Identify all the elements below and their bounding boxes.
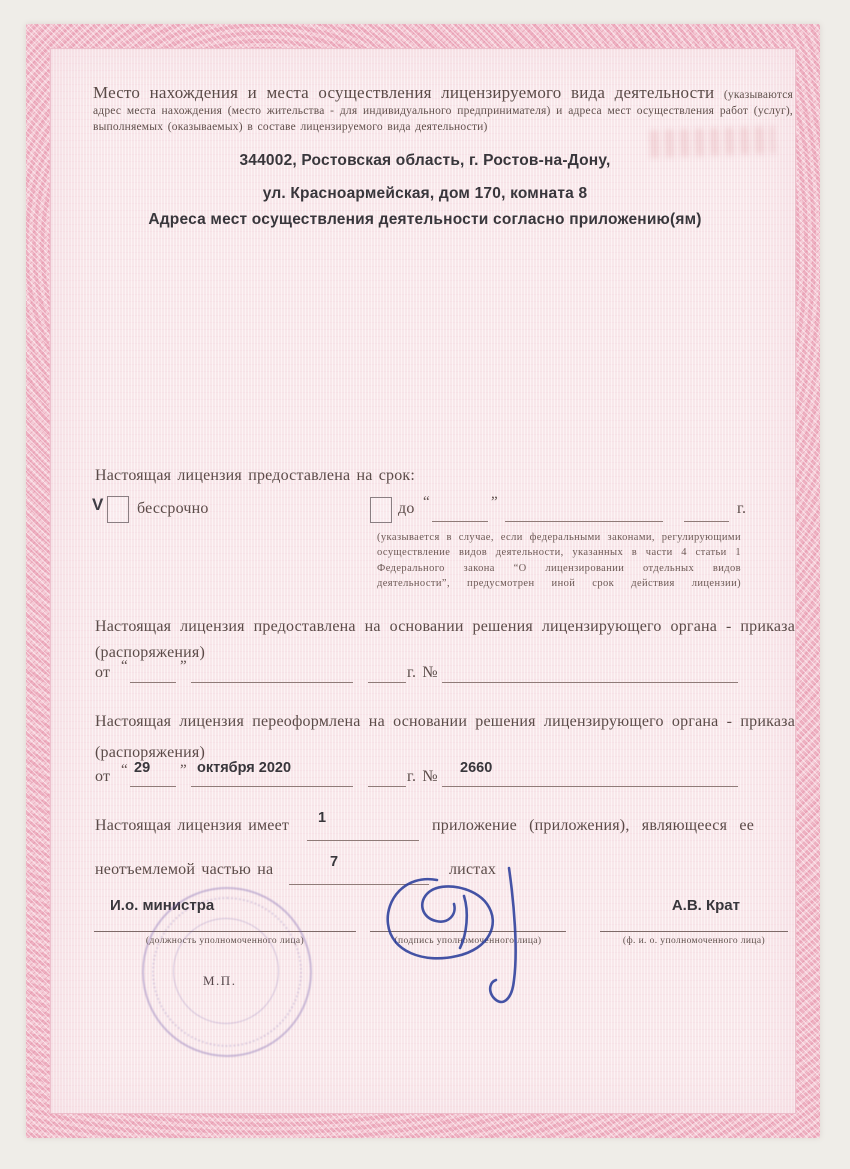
stamp-place-mark: М.П.: [203, 973, 237, 988]
term-heading: Настоящая лицензия предоставлена на срок:: [95, 467, 416, 484]
attachments-count-blank: [307, 840, 419, 841]
reissued-clause: Настоящая лицензия переоформлена на основании решения лицензирующего органа - приказа (распоряжения): [95, 713, 795, 761]
until-year-blank: [684, 521, 729, 522]
reissued-number-label: г. №: [407, 768, 438, 785]
until-month-blank: [505, 521, 663, 522]
reissued-day-blank: [130, 786, 176, 787]
name-signature-line: [600, 931, 788, 932]
checkbox-until-date: [370, 497, 392, 523]
quote-open: “: [121, 658, 128, 674]
attachments-tail: приложение (приложения), являющееся ее: [432, 817, 754, 834]
attachments-count-value: 1: [318, 810, 327, 826]
perpetual-label: бессрочно: [137, 500, 209, 517]
reissued-day-value: 29: [134, 760, 151, 776]
attachments-lead2: неотъемлемой частью на: [95, 861, 274, 878]
location-clause-paragraph: [93, 82, 793, 135]
granted-clause: Настоящая лицензия предоставлена на основании решения лицензирующего органа - приказа (распоряжения): [95, 618, 795, 661]
granted-month-blank: [191, 682, 353, 683]
term-note: (указывается в случае, если федеральными законами, регулирующими осуществление видов деятельности, указанных в части 4 статьи 1 Федерального закона “О лицензировании отдельных видов деятельности”, предусмотрен иной срок действия лицензии): [377, 532, 741, 589]
granted-number-label: г. №: [407, 664, 438, 681]
granted-from-label: от: [95, 664, 111, 681]
attachments-lead: Настоящая лицензия имеет: [95, 817, 290, 834]
address-line-2: ул. Красноармейская, дом 170, комната 8: [262, 185, 588, 202]
quote-open: “: [121, 762, 128, 778]
checkbox-checked-mark: V: [92, 495, 104, 514]
until-year-suffix: г.: [737, 500, 747, 517]
location-clause-lead: Место нахождения и места осуществления лицензируемого вида деятельности: [93, 83, 724, 102]
signer-name: А.В. Крат: [671, 897, 740, 914]
granted-number-blank: [442, 682, 738, 683]
name-caption: (ф. и. о. уполномоченного лица): [622, 936, 766, 946]
quote-open: “: [423, 494, 430, 510]
reissued-month-blank: [191, 786, 353, 787]
round-stamp-inner-ring: [173, 918, 279, 1024]
until-day-blank: [432, 521, 488, 522]
attachments-tail2: листах: [449, 861, 497, 878]
attachments-sheets-value: 7: [330, 854, 339, 870]
granted-year-blank: [368, 682, 406, 683]
address-line-1: 344002, Ростовская область, г. Ростов-на-Дону,: [239, 152, 611, 169]
granted-day-blank: [130, 682, 176, 683]
reissued-number-value: 2660: [460, 760, 493, 776]
checkbox-perpetual: [107, 496, 129, 523]
reissued-month-value: октября 2020: [197, 760, 292, 776]
quote-close: ”: [180, 762, 187, 778]
reissued-number-blank: [442, 786, 738, 787]
quote-close: ”: [180, 658, 187, 674]
sign-caption: (подпись уполномоченного лица): [394, 936, 542, 946]
reissued-year-blank: [368, 786, 406, 787]
position-caption: (должность уполномоченного лица): [145, 936, 305, 946]
address-line-3: Адреса мест осуществления деятельности согласно приложению(ям): [148, 211, 702, 228]
until-label: до: [398, 500, 415, 517]
location-clause-note: (указываются адрес места нахождения (место жительства - для индивидуального предпринимателя) и адреса мест осуществления работ (услуг), выполняемых (оказываемых) в составе лицензируемого вида деятельности): [93, 89, 793, 133]
reissued-from-label: от: [95, 768, 111, 785]
quote-close: ”: [491, 494, 498, 510]
signer-position: И.о. министра: [110, 897, 215, 914]
handwritten-signature: [375, 858, 545, 1018]
